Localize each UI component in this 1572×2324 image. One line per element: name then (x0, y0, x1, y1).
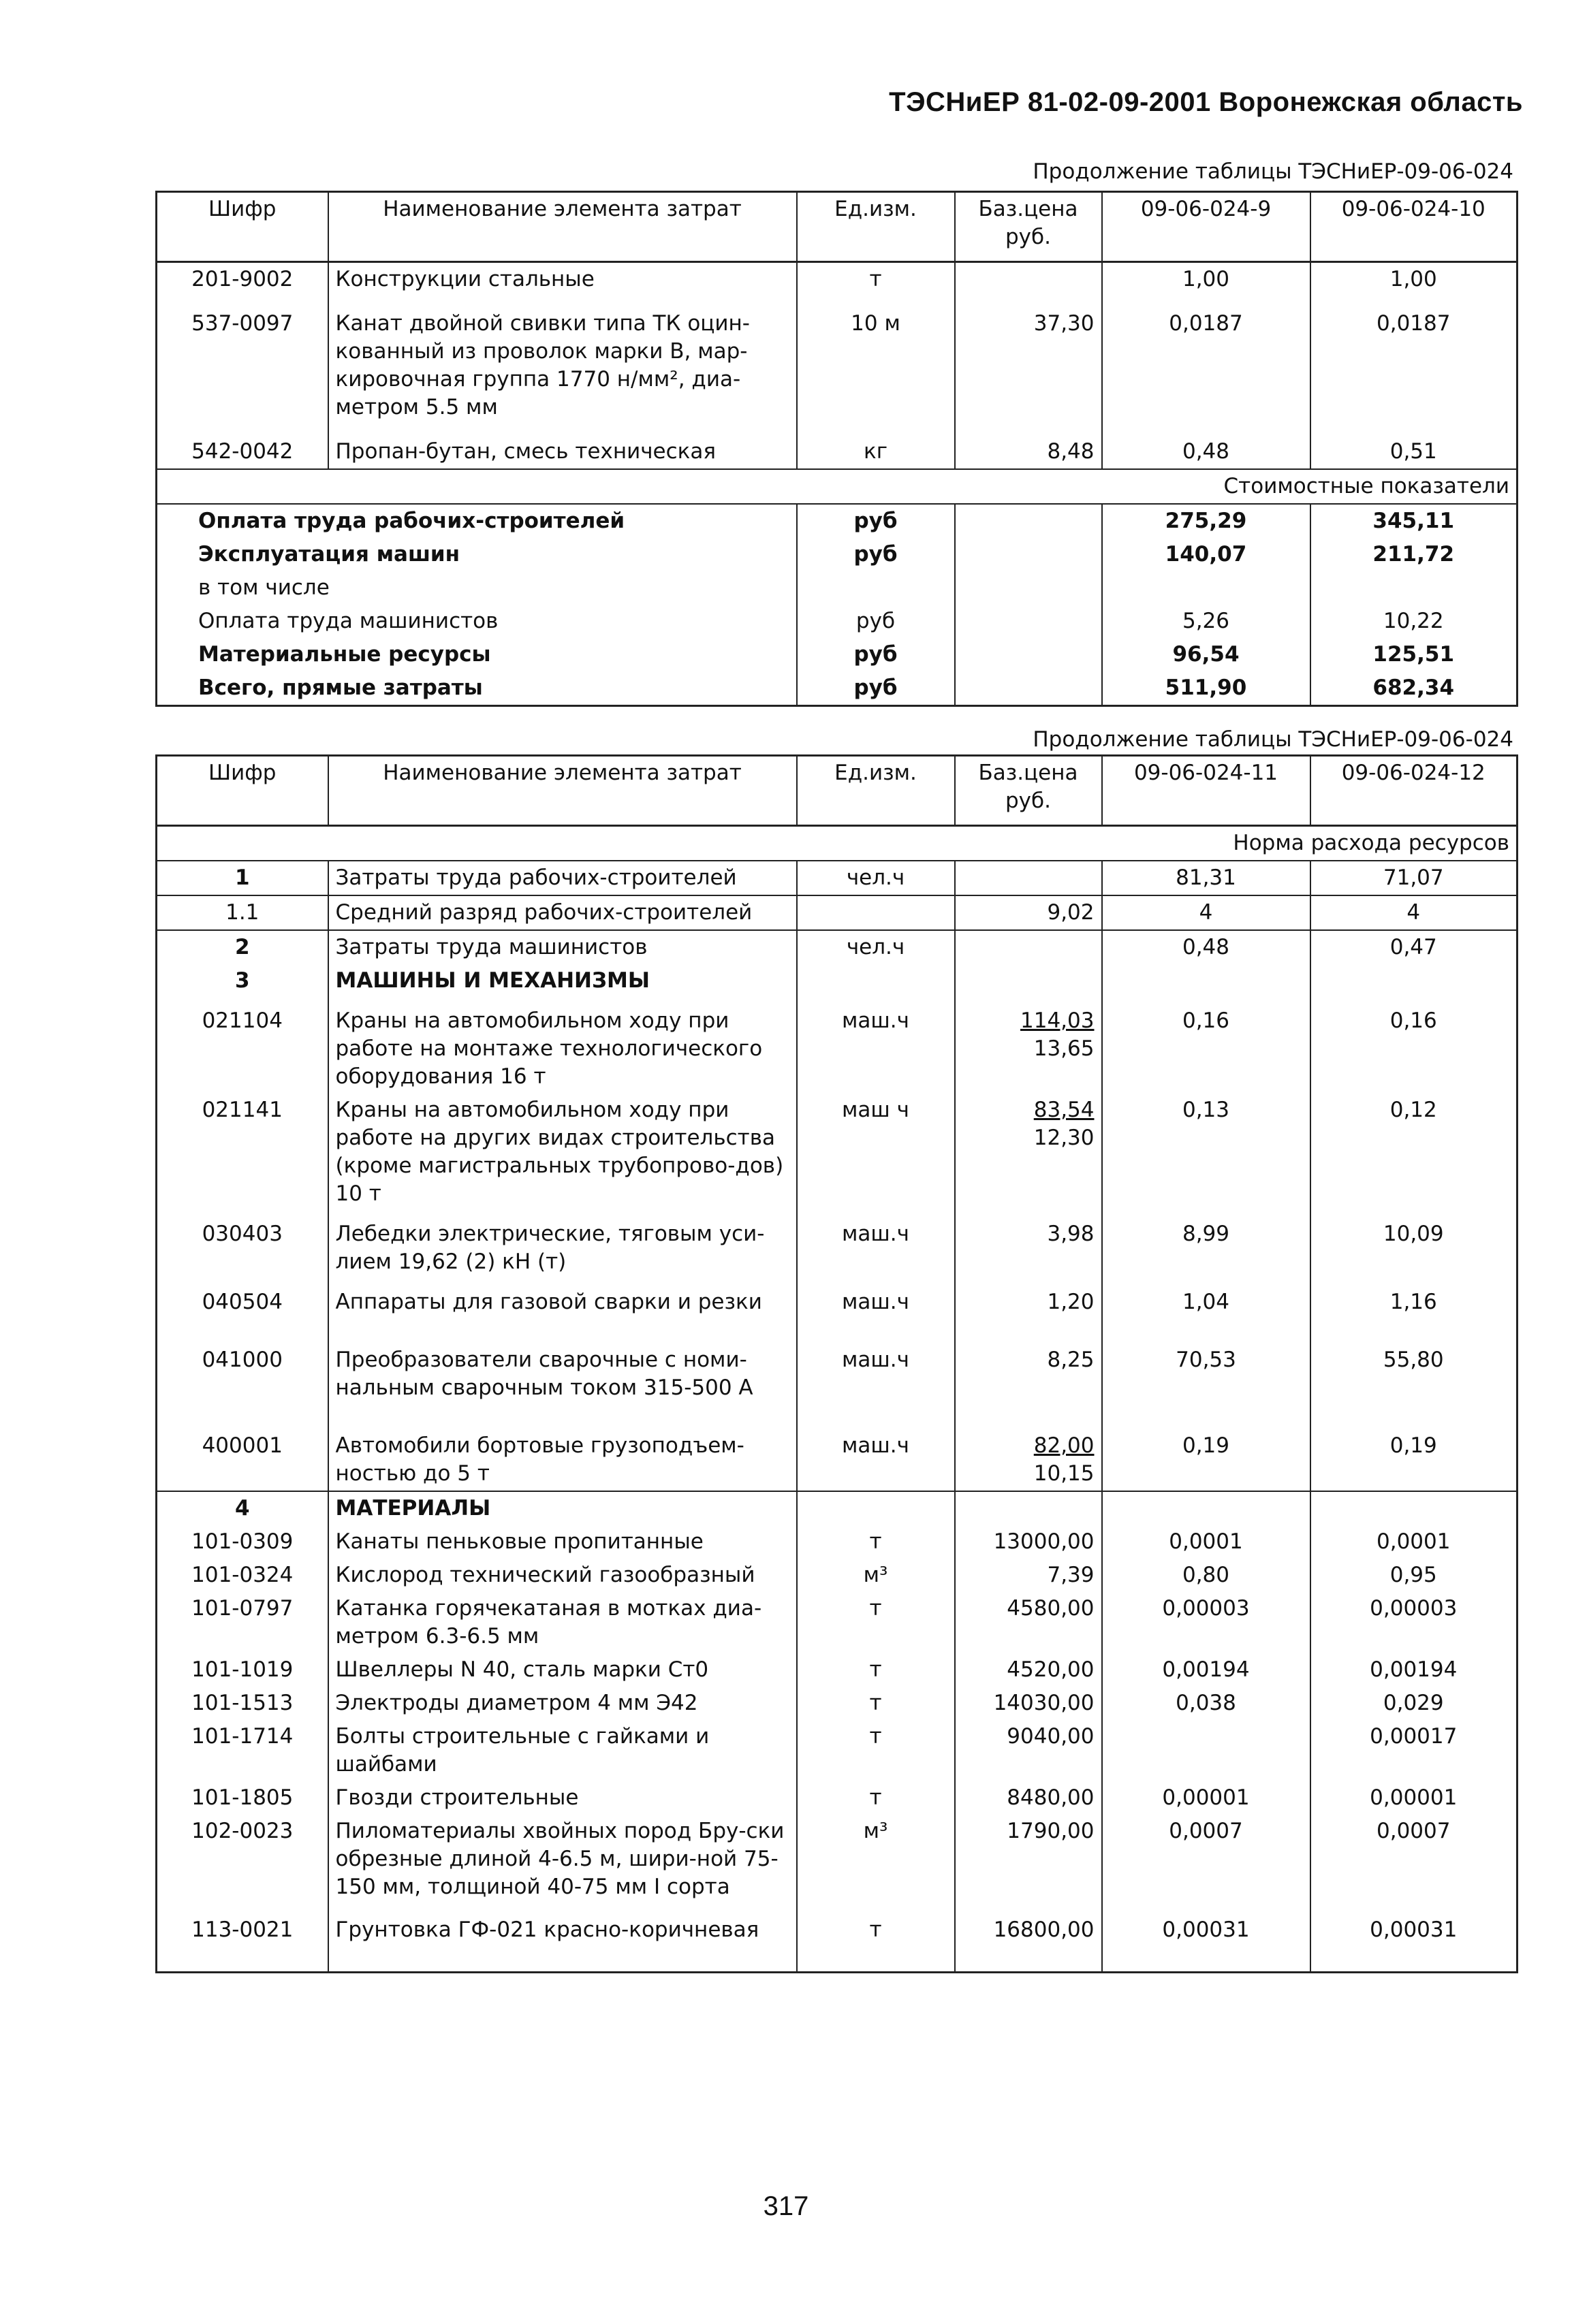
summary-value-col2: 211,72 (1310, 538, 1518, 571)
resource-name: Катанка горячекатаная в мотках диа-метром 6.3-6.5 мм (328, 1592, 797, 1653)
value-col1 (1102, 1720, 1310, 1781)
base-price-value: 114,03 (1020, 1008, 1095, 1033)
table-row (157, 1279, 1518, 1319)
summary-value-col1: 5,26 (1102, 605, 1310, 638)
resource-name: Средний разряд рабочих-строителей (328, 895, 797, 930)
value-col2: 0,51 (1310, 424, 1518, 469)
value-col1: 81,31 (1102, 861, 1310, 895)
table-row (157, 296, 1518, 424)
value-col2: 1,16 (1310, 1279, 1518, 1319)
summary-price-empty (955, 605, 1102, 638)
summary-label: Всего, прямые затраты (198, 675, 483, 700)
unit: чел.ч (797, 861, 955, 895)
resource-name: Лебедки электрические, тяговым уси-лием 19,62 (2) кН (т) (328, 1211, 797, 1279)
unit (797, 895, 955, 930)
summary-unit (797, 571, 955, 605)
resource-code: 4 (157, 1491, 328, 1525)
value-col2: 10,09 (1310, 1211, 1518, 1279)
unit: т (797, 262, 955, 297)
summary-value-col1: 511,90 (1102, 671, 1310, 706)
value-col1: 0,0001 (1102, 1525, 1310, 1559)
table-header-row (157, 192, 1518, 262)
unit: маш.ч (797, 1405, 955, 1491)
summary-price-empty (955, 504, 1102, 538)
header-unit: Ед.изм. (797, 756, 955, 826)
base-price (955, 998, 1102, 1094)
value-col1: 0,0187 (1102, 296, 1310, 424)
resource-code: 542-0042 (191, 439, 294, 464)
base-price (955, 964, 1102, 998)
resource-code: 101-1805 (191, 1785, 294, 1810)
value-col1: 0,00194 (1102, 1653, 1310, 1687)
resource-code: 2 (157, 930, 328, 964)
base-price-value: 8480,00 (1007, 1785, 1095, 1810)
summary-value-col2: 125,51 (1310, 638, 1518, 671)
resource-code: 113-0021 (191, 1917, 294, 1942)
base-price-value: 16800,00 (993, 1917, 1095, 1942)
base-price-wage-component: 13,65 (1033, 1036, 1095, 1061)
table-header-row (157, 756, 1518, 826)
unit: маш.ч (797, 1279, 955, 1319)
unit: т (797, 1904, 955, 1973)
base-price (955, 861, 1102, 895)
base-price (955, 1491, 1102, 1525)
base-price (955, 1815, 1102, 1904)
value-col2: 0,95 (1310, 1559, 1518, 1592)
unit: маш ч (797, 1094, 955, 1211)
value-col1: 0,19 (1102, 1405, 1310, 1491)
unit: м³ (797, 1559, 955, 1592)
base-price (955, 1720, 1102, 1781)
value-col1: 0,16 (1102, 998, 1310, 1094)
base-price-value: 83,54 (1033, 1098, 1095, 1122)
summary-value-col1 (1102, 571, 1310, 605)
base-price-value: 7,39 (1047, 1563, 1095, 1587)
summary-value-col2: 345,11 (1310, 504, 1518, 538)
value-col1: 0,00003 (1102, 1592, 1310, 1653)
resource-code: 537-0097 (191, 311, 294, 336)
resource-code: 101-0309 (191, 1529, 294, 1554)
value-col1: 8,99 (1102, 1211, 1310, 1279)
base-price (955, 262, 1102, 297)
base-price-wage-component: 10,15 (1033, 1461, 1095, 1486)
resource-code: 101-0324 (191, 1563, 294, 1587)
base-price-value: 4580,00 (1007, 1596, 1095, 1621)
value-col1: 4 (1102, 895, 1310, 930)
value-col1: 0,038 (1102, 1687, 1310, 1720)
unit: т (797, 1781, 955, 1815)
value-col2: 0,0187 (1310, 296, 1518, 424)
table-row (157, 1815, 1518, 1904)
header-col2: 09-06-024-12 (1310, 756, 1518, 826)
base-price-value: 8,25 (1047, 1348, 1095, 1372)
value-col2: 71,07 (1310, 861, 1518, 895)
summary-label: Материальные ресурсы (198, 642, 491, 667)
cost-table-2 (155, 754, 1518, 1973)
value-col1: 0,00001 (1102, 1781, 1310, 1815)
unit: маш.ч (797, 1319, 955, 1405)
summary-price-empty (955, 638, 1102, 671)
value-col2: 0,00194 (1310, 1653, 1518, 1687)
base-price (955, 895, 1102, 930)
base-price-value: 14030,00 (993, 1691, 1095, 1715)
base-price-value: 82,00 (1033, 1433, 1095, 1458)
base-price (955, 1279, 1102, 1319)
base-price (955, 1559, 1102, 1592)
summary-label: Оплата труда машинистов (198, 609, 499, 633)
summary-label: Оплата труда рабочих-строителей (198, 509, 625, 533)
resource-code: 400001 (202, 1433, 283, 1458)
resource-name: Краны на автомобильном ходу при работе на других видах строительства (кроме магистральных трубопрово-дов) 10 т (328, 1094, 797, 1211)
unit: т (797, 1687, 955, 1720)
unit: т (797, 1592, 955, 1653)
resource-name: Канат двойной свивки типа ТК оцин-кованный из проволок марки В, мар-кировочная группа 1770 н/мм², диа-метром 5.5 мм (328, 296, 797, 424)
header-name: Наименование элемента затрат (328, 192, 797, 262)
table-continuation-caption: Продолжение таблицы ТЭСНиЕР-09-06-024 (1033, 727, 1513, 752)
value-col2: 4 (1310, 895, 1518, 930)
value-col2 (1310, 964, 1518, 998)
resource-name: Электроды диаметром 4 мм Э42 (328, 1687, 797, 1720)
unit: маш.ч (797, 998, 955, 1094)
value-col1: 0,48 (1102, 424, 1310, 469)
header-price: Баз.цена руб. (955, 192, 1102, 262)
table-row (157, 262, 1518, 297)
resource-code: 101-0797 (191, 1596, 294, 1621)
resource-code: 030403 (202, 1222, 283, 1246)
base-price-value: 9040,00 (1007, 1724, 1095, 1749)
table-row (157, 1525, 1518, 1559)
table-row (157, 861, 1518, 895)
base-price-value: 9,02 (1047, 900, 1095, 925)
value-col2: 0,0007 (1310, 1815, 1518, 1904)
resource-name: Конструкции стальные (328, 262, 797, 297)
summary-unit: руб (797, 671, 955, 706)
summary-unit: руб (797, 504, 955, 538)
value-col2: 1,00 (1310, 262, 1518, 297)
summary-unit: руб (797, 638, 955, 671)
table-row (157, 1687, 1518, 1720)
resource-name: Болты строительные с гайками и шайбами (328, 1720, 797, 1781)
value-col2 (1310, 1491, 1518, 1525)
header-col2: 09-06-024-10 (1310, 192, 1518, 262)
table-row (157, 1720, 1518, 1781)
resource-code: 041000 (202, 1348, 283, 1372)
page-number: 317 (763, 2191, 809, 2221)
resource-name: Пиломатериалы хвойных пород Бру-ски обрезные длиной 4-6.5 м, шири-ной 75-150 мм, толщиной 40-75 мм I сорта (328, 1815, 797, 1904)
table-row (157, 1592, 1518, 1653)
summary-row (157, 671, 1518, 706)
resource-code: 3 (234, 968, 250, 993)
header-name: Наименование элемента затрат (328, 756, 797, 826)
subheader-row (157, 826, 1518, 861)
unit: т (797, 1720, 955, 1781)
summary-row (157, 538, 1518, 571)
summary-value-col2 (1310, 571, 1518, 605)
unit: т (797, 1525, 955, 1559)
base-price (955, 1094, 1102, 1211)
base-price-value: 3,98 (1047, 1222, 1095, 1246)
table-row (157, 895, 1518, 930)
unit: 10 м (797, 296, 955, 424)
header-code: Шифр (157, 756, 328, 826)
summary-unit: руб (797, 538, 955, 571)
resource-code: 101-1513 (191, 1691, 294, 1715)
value-col2: 0,0001 (1310, 1525, 1518, 1559)
table-row (157, 1405, 1518, 1491)
table-row (157, 930, 1518, 964)
subheader-cost-indicators: Стоимостные показатели (157, 469, 1518, 504)
resource-name: Кислород технический газообразный (328, 1559, 797, 1592)
value-col1: 1,00 (1102, 262, 1310, 297)
base-price-value: 1790,00 (1007, 1819, 1095, 1843)
summary-row (157, 638, 1518, 671)
resource-code: 101-1714 (191, 1724, 294, 1749)
subheader-row (157, 469, 1518, 504)
table-row (157, 998, 1518, 1094)
summary-label: в том числе (198, 575, 330, 600)
table-row (157, 1094, 1518, 1211)
unit: кг (797, 424, 955, 469)
resource-code: 101-1019 (191, 1657, 294, 1682)
value-col2: 0,47 (1310, 930, 1518, 964)
value-col1: 0,80 (1102, 1559, 1310, 1592)
value-col2: 0,16 (1310, 998, 1518, 1094)
value-col2: 0,00017 (1310, 1720, 1518, 1781)
summary-label: Эксплуатация машин (198, 542, 460, 567)
table-row (157, 424, 1518, 469)
resource-name: Аппараты для газовой сварки и резки (328, 1279, 797, 1319)
base-price (955, 1904, 1102, 1973)
value-col2: 0,029 (1310, 1687, 1518, 1720)
unit: маш.ч (797, 1211, 955, 1279)
header-col1: 09-06-024-11 (1102, 756, 1310, 826)
summary-value-col1: 140,07 (1102, 538, 1310, 571)
resource-code: 1.1 (157, 895, 328, 930)
base-price-wage-component: 12,30 (1033, 1126, 1095, 1150)
resource-name: Краны на автомобильном ходу при работе на монтаже технологического оборудования 16 т (328, 998, 797, 1094)
base-price (955, 930, 1102, 964)
value-col2: 0,00001 (1310, 1781, 1518, 1815)
summary-price-empty (955, 538, 1102, 571)
resource-name: Канаты пеньковые пропитанные (328, 1525, 797, 1559)
document-header: ТЭСНиЕР 81-02-09-2001 Воронежская область (889, 87, 1523, 117)
base-price (955, 1592, 1102, 1653)
unit (797, 964, 955, 998)
resource-name: Автомобили бортовые грузоподъем-ностью до 5 т (328, 1405, 797, 1491)
summary-value-col2: 682,34 (1310, 671, 1518, 706)
summary-value-col1: 96,54 (1102, 638, 1310, 671)
resource-code: 201-9002 (191, 267, 294, 291)
value-col2: 0,19 (1310, 1405, 1518, 1491)
resource-name: МАТЕРИАЛЫ (328, 1491, 797, 1525)
base-price-value: 13000,00 (993, 1529, 1095, 1554)
unit: м³ (797, 1815, 955, 1904)
value-col1: 0,00031 (1102, 1904, 1310, 1973)
summary-value-col2: 10,22 (1310, 605, 1518, 638)
table-row (157, 1559, 1518, 1592)
header-price: Баз.цена руб. (955, 756, 1102, 826)
base-price (955, 1525, 1102, 1559)
resource-name: Преобразователи сварочные с номи-нальным сварочным током 315-500 А (328, 1319, 797, 1405)
base-price: 37,30 (955, 296, 1102, 424)
table-row (157, 1653, 1518, 1687)
base-price (955, 1653, 1102, 1687)
base-price (955, 1211, 1102, 1279)
value-col2: 0,12 (1310, 1094, 1518, 1211)
table-row (157, 964, 1518, 998)
table-row (157, 1319, 1518, 1405)
resource-code: 102-0023 (191, 1819, 294, 1843)
value-col1 (1102, 1491, 1310, 1525)
value-col1: 70,53 (1102, 1319, 1310, 1405)
header-col1: 09-06-024-9 (1102, 192, 1310, 262)
unit: чел.ч (797, 930, 955, 964)
value-col2: 0,00003 (1310, 1592, 1518, 1653)
unit: т (797, 1653, 955, 1687)
resource-code: 021104 (202, 1008, 283, 1033)
value-col1: 1,04 (1102, 1279, 1310, 1319)
table-continuation-caption: Продолжение таблицы ТЭСНиЕР-09-06-024 (1033, 159, 1513, 184)
value-col1: 0,48 (1102, 930, 1310, 964)
subheader-resource-norms: Норма расхода ресурсов (157, 826, 1518, 861)
header-unit: Ед.изм. (797, 192, 955, 262)
resource-code: 1 (234, 865, 250, 890)
resource-name: Затраты труда машинистов (328, 930, 797, 964)
resource-name: МАШИНЫ И МЕХАНИЗМЫ (328, 964, 797, 998)
table-row (157, 1211, 1518, 1279)
resource-name: Пропан-бутан, смесь техническая (328, 424, 797, 469)
unit (797, 1491, 955, 1525)
summary-price-empty (955, 671, 1102, 706)
resource-code: 040504 (202, 1290, 283, 1314)
table-row (157, 1491, 1518, 1525)
summary-price-empty (955, 571, 1102, 605)
base-price-value: 1,20 (1047, 1290, 1095, 1314)
table-row (157, 1904, 1518, 1973)
value-col2: 0,00031 (1310, 1904, 1518, 1973)
cost-table-1 (155, 191, 1518, 707)
resource-name: Швеллеры N 40, сталь марки Ст0 (328, 1653, 797, 1687)
summary-value-col1: 275,29 (1102, 504, 1310, 538)
summary-row (157, 605, 1518, 638)
resource-code: 021141 (202, 1098, 283, 1122)
base-price: 8,48 (955, 424, 1102, 469)
resource-name: Затраты труда рабочих-строителей (328, 861, 797, 895)
value-col1: 0,0007 (1102, 1815, 1310, 1904)
summary-row (157, 504, 1518, 538)
summary-row (157, 571, 1518, 605)
base-price (955, 1781, 1102, 1815)
value-col2: 55,80 (1310, 1319, 1518, 1405)
resource-name: Гвозди строительные (328, 1781, 797, 1815)
table-row (157, 1781, 1518, 1815)
header-code: Шифр (157, 192, 328, 262)
base-price (955, 1319, 1102, 1405)
value-col1 (1102, 964, 1310, 998)
summary-unit: руб (797, 605, 955, 638)
base-price (955, 1687, 1102, 1720)
base-price-value: 4520,00 (1007, 1657, 1095, 1682)
value-col1: 0,13 (1102, 1094, 1310, 1211)
resource-name: Грунтовка ГФ-021 красно-коричневая (328, 1904, 797, 1973)
base-price (955, 1405, 1102, 1491)
